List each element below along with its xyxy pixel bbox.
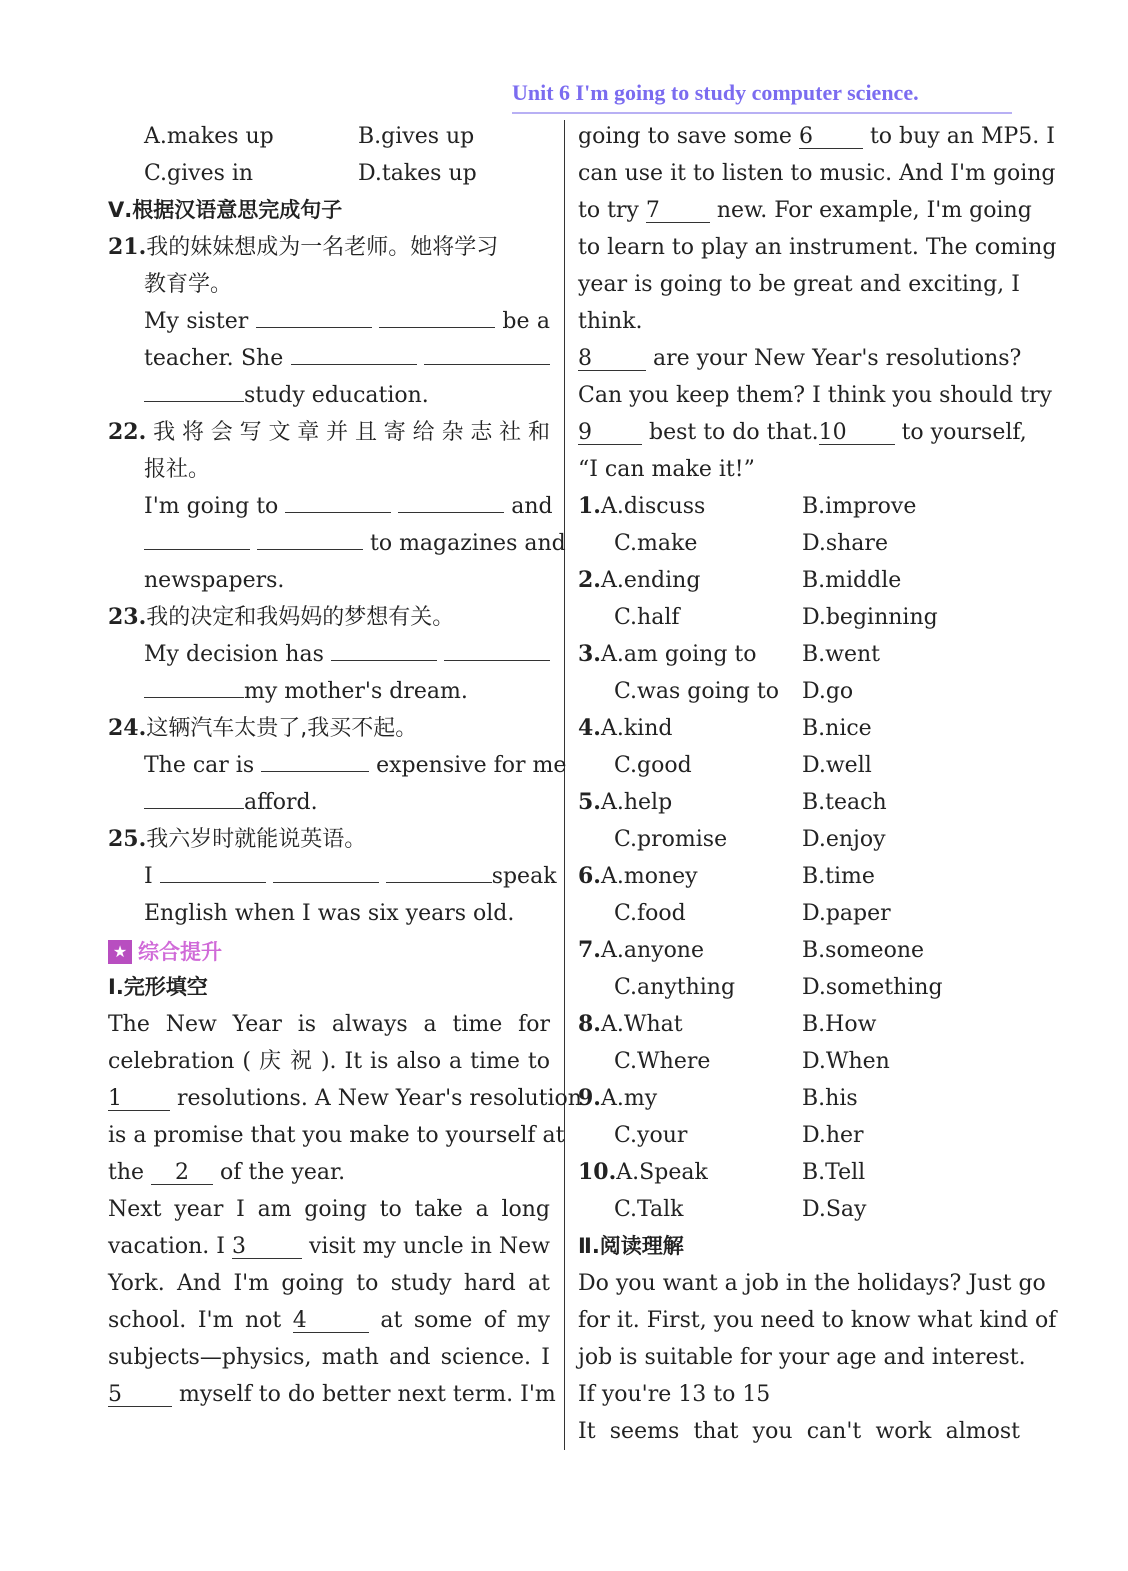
text-line <box>578 377 1052 414</box>
line-text: vacation. I <box>108 1234 232 1259</box>
section-heading <box>578 1228 1020 1265</box>
option-b: B.teach <box>802 790 887 815</box>
answer-options <box>578 673 1020 710</box>
question-prompt <box>108 414 550 451</box>
question-number: 23. <box>108 604 147 630</box>
line-text: and <box>504 494 553 519</box>
answer-options <box>578 969 1020 1006</box>
question-text: 我的决定和我妈妈的梦想有关。 <box>146 605 455 630</box>
option-b: D.takes up <box>358 161 477 186</box>
option-b: D.When <box>802 1049 890 1074</box>
answer-options <box>108 155 550 192</box>
option-a: A.ending <box>600 568 701 593</box>
line-text: visit my uncle in New <box>301 1234 550 1259</box>
question-text: 这辆汽车太贵了,我买不起。 <box>146 716 418 741</box>
question-number: 5. <box>578 789 601 815</box>
answer-options <box>578 636 1020 673</box>
line-text: to learn to play an instrument. The coming <box>578 235 1057 260</box>
answer-blank <box>424 340 550 365</box>
question-number: 7. <box>578 937 601 963</box>
option-a: C.promise <box>614 827 728 852</box>
option-a: C.your <box>614 1123 688 1148</box>
line-text: going to save some <box>578 124 799 149</box>
line-text <box>391 494 398 519</box>
answer-blank: 6 <box>799 124 863 149</box>
question-prompt <box>108 710 550 747</box>
line-text: The car is <box>144 753 262 778</box>
badge <box>108 934 222 971</box>
text-line <box>578 1339 1026 1376</box>
line-text: can use it to listen to music. And I'm going <box>578 161 1056 186</box>
answer-blank <box>444 636 550 661</box>
line-text <box>372 309 379 334</box>
text-line <box>108 1191 550 1228</box>
question-text: 我将会写文章并且寄给杂志社和 <box>146 420 550 445</box>
option-a: A.What <box>600 1012 683 1037</box>
answer-blank: 3 <box>232 1234 302 1259</box>
text-line <box>108 1339 550 1376</box>
question-number: 24. <box>108 715 147 741</box>
line-text: best to do that. <box>642 420 819 445</box>
fill-line <box>108 1154 550 1191</box>
answer-blank <box>144 784 244 809</box>
answer-blank: 5 <box>108 1382 172 1407</box>
fill-line <box>578 118 1055 155</box>
answer-options <box>578 1080 1020 1117</box>
line-text: school. I'm not <box>108 1308 293 1333</box>
fill-line <box>108 1228 550 1265</box>
answer-blank: 1 <box>108 1086 170 1111</box>
answer-options <box>108 118 550 155</box>
line-text: speak <box>491 864 557 889</box>
question-number: 22. <box>108 419 147 445</box>
line-text: York. And I'm going to study hard at <box>108 1271 550 1296</box>
fill-line <box>108 784 550 821</box>
question-number: 2. <box>578 567 601 593</box>
section-title: Ⅱ.阅读理解 <box>578 1234 684 1258</box>
answer-blank: 9 <box>578 420 642 445</box>
line-text: I'm going to <box>144 494 286 519</box>
answer-options <box>578 1043 1020 1080</box>
question-prompt <box>108 599 550 636</box>
line-text: It seems that you can't work almost <box>578 1419 1020 1444</box>
text-line <box>108 1265 550 1302</box>
option-b: D.share <box>802 531 888 556</box>
text-line <box>108 451 550 488</box>
answer-blank <box>386 858 492 883</box>
text-line <box>578 1302 1057 1339</box>
fill-line <box>108 377 550 414</box>
fill-line <box>578 192 1032 229</box>
option-b: D.her <box>802 1123 864 1148</box>
answer-blank <box>273 858 379 883</box>
text-line <box>108 895 550 932</box>
option-b: B.time <box>802 864 875 889</box>
text-line <box>578 303 1020 340</box>
option-a: C.half <box>614 605 680 630</box>
section-title: Ⅰ.完形填空 <box>108 975 208 999</box>
question-prompt <box>108 821 550 858</box>
option-a: C.Where <box>614 1049 711 1074</box>
page-header: Unit 6 I'm going to study computer science. <box>512 80 1012 114</box>
question-number: 25. <box>108 826 147 852</box>
option-a: A.makes up <box>144 124 274 149</box>
option-a: A.discuss <box>600 494 706 519</box>
text-line <box>578 1413 1020 1450</box>
line-text: be a <box>495 309 551 334</box>
answer-options <box>578 525 1020 562</box>
text-line <box>108 1117 565 1154</box>
answer-blank <box>285 488 391 513</box>
section-badge <box>108 932 550 969</box>
right-column <box>578 118 1057 1450</box>
fill-line <box>108 858 557 895</box>
answer-blank: 2 <box>151 1160 213 1185</box>
question-number: 1. <box>578 493 601 519</box>
section-heading <box>108 192 550 229</box>
text-line <box>108 1043 550 1080</box>
option-a: C.was going to <box>614 679 779 704</box>
answer-blank <box>160 858 266 883</box>
line-text: for it. First, you need to know what kind of <box>578 1308 1057 1333</box>
option-a: C.gives in <box>144 161 254 186</box>
answer-blank <box>144 377 244 402</box>
column-divider <box>564 120 565 1450</box>
option-b: B.How <box>802 1012 877 1037</box>
question-text: 我六岁时就能说英语。 <box>146 827 367 852</box>
line-text: myself to do better next term. I'm <box>172 1382 556 1407</box>
line-text: My decision has <box>144 642 331 667</box>
line-text: is a promise that you make to yourself at <box>108 1123 565 1148</box>
answer-blank <box>398 488 504 513</box>
line-text: celebration ( 庆 祝 ). It is also a time to <box>108 1049 550 1074</box>
fill-line <box>108 1302 550 1339</box>
line-text: job is suitable for your age and interest. <box>578 1345 1026 1370</box>
answer-options <box>578 821 1020 858</box>
answer-blank: 8 <box>578 346 646 371</box>
question-number: 8. <box>578 1011 601 1037</box>
option-a: A.anyone <box>600 938 704 963</box>
line-text: expensive for me <box>369 753 567 778</box>
star-icon: ★ <box>108 940 132 964</box>
line-text: new. For example, I'm going <box>709 198 1032 223</box>
line-text: teacher. She <box>144 346 291 371</box>
line-text <box>266 864 273 889</box>
option-b: B.his <box>802 1086 858 1111</box>
option-a: C.make <box>614 531 698 556</box>
answer-blank <box>379 303 495 328</box>
line-text: of the year. <box>213 1160 346 1185</box>
fill-line <box>108 303 550 340</box>
line-text: Next year I am going to take a long <box>108 1197 550 1222</box>
question-text: 我的妹妹想成为一名老师。她将学习 <box>146 235 499 260</box>
question-number: 10. <box>578 1159 617 1185</box>
answer-options <box>578 562 1020 599</box>
option-b: D.well <box>802 753 872 778</box>
fill-line <box>108 1080 582 1117</box>
question-prompt <box>108 229 550 266</box>
line-text <box>417 346 424 371</box>
answer-options <box>578 1191 1020 1228</box>
answer-options <box>578 858 1020 895</box>
answer-options <box>578 1006 1020 1043</box>
answer-options <box>578 599 1020 636</box>
option-a: A.kind <box>600 716 673 741</box>
answer-options <box>578 1154 1020 1191</box>
line-text <box>437 642 444 667</box>
answer-options <box>578 710 1020 747</box>
option-a: C.anything <box>614 975 736 1000</box>
option-a: A.am going to <box>600 642 757 667</box>
line-text: I <box>144 864 160 889</box>
line-text <box>250 531 257 556</box>
text-line <box>108 1006 550 1043</box>
question-number: 3. <box>578 641 601 667</box>
option-b: D.Say <box>802 1197 867 1222</box>
line-text: study education. <box>244 383 429 408</box>
option-b: B.nice <box>802 716 872 741</box>
question-number: 6. <box>578 863 601 889</box>
fill-line <box>578 414 1027 451</box>
answer-blank <box>331 636 437 661</box>
fill-line <box>108 525 566 562</box>
left-column <box>108 118 582 1413</box>
text-line <box>578 229 1057 266</box>
line-text: to buy an MP5. I <box>862 124 1055 149</box>
line-text: to yourself, <box>894 420 1027 445</box>
fill-line <box>108 747 567 784</box>
line-text: 报社。 <box>144 457 211 482</box>
text-line <box>578 1265 1046 1302</box>
answer-blank <box>256 303 372 328</box>
option-b: B.went <box>802 642 881 667</box>
line-text: at some of my <box>368 1308 550 1333</box>
fill-line <box>108 1376 556 1413</box>
fill-line <box>578 340 1020 377</box>
option-a: C.Talk <box>614 1197 684 1222</box>
text-line <box>578 1376 1020 1413</box>
line-text: 教育学。 <box>144 272 233 297</box>
answer-blank <box>144 525 250 550</box>
answer-options <box>578 895 1020 932</box>
question-number: 21. <box>108 234 147 260</box>
line-text: to magazines and <box>363 531 566 556</box>
answer-blank <box>257 525 363 550</box>
line-text: Do you want a job in the holidays? Just go <box>578 1271 1046 1296</box>
text-line <box>578 451 1020 488</box>
option-a: A.my <box>600 1086 658 1111</box>
answer-options <box>578 1117 1020 1154</box>
option-a: C.food <box>614 901 686 926</box>
answer-blank <box>261 747 369 772</box>
option-b: B.Tell <box>802 1160 866 1185</box>
answer-options <box>578 747 1020 784</box>
option-b: D.beginning <box>802 605 938 630</box>
option-b: B.gives up <box>358 124 475 149</box>
option-b: B.middle <box>802 568 902 593</box>
answer-blank <box>144 673 244 698</box>
text-line <box>108 562 550 599</box>
question-number: 9. <box>578 1085 601 1111</box>
fill-line <box>108 340 550 377</box>
line-text: year is going to be great and exciting, I <box>578 272 1020 297</box>
option-a: A.money <box>600 864 698 889</box>
line-text: are your New Year's resolutions? <box>646 346 1022 371</box>
line-text: Can you keep them? I think you should try <box>578 383 1052 408</box>
text-line <box>578 266 1020 303</box>
badge-label: 综合提升 <box>138 939 222 964</box>
option-b: B.someone <box>802 938 925 963</box>
answer-blank: 4 <box>293 1308 369 1333</box>
fill-line <box>108 673 550 710</box>
option-b: D.something <box>802 975 943 1000</box>
option-a: C.good <box>614 753 692 778</box>
line-text: The New Year is always a time for <box>108 1012 550 1037</box>
line-text: newspapers. <box>144 568 285 593</box>
line-text: My sister <box>144 309 256 334</box>
line-text: resolutions. A New Year's resolution <box>170 1086 582 1111</box>
line-text: English when I was six years old. <box>144 901 515 926</box>
line-text: the <box>108 1160 152 1185</box>
option-a: A.Speak <box>616 1160 708 1185</box>
answer-options <box>578 488 1020 525</box>
option-a: A.help <box>600 790 673 815</box>
option-b: D.go <box>802 679 854 704</box>
question-number: 4. <box>578 715 601 741</box>
text-line <box>108 266 550 303</box>
option-b: D.enjoy <box>802 827 886 852</box>
answer-blank: 7 <box>646 198 710 223</box>
answer-options <box>578 932 1020 969</box>
line-text: afford. <box>244 790 318 815</box>
line-text: subjects—physics, math and science. I <box>108 1345 550 1370</box>
section-heading <box>108 969 550 1006</box>
fill-line <box>108 636 550 673</box>
line-text: think. <box>578 309 643 334</box>
answer-blank <box>291 340 417 365</box>
option-b: B.improve <box>802 494 917 519</box>
line-text: If you're 13 to 15 <box>578 1382 771 1407</box>
answer-options <box>578 784 1020 821</box>
fill-line <box>108 488 553 525</box>
text-line <box>578 155 1056 192</box>
line-text <box>379 864 386 889</box>
section-title: Ⅴ.根据汉语意思完成句子 <box>108 198 343 222</box>
line-text: to try <box>578 198 646 223</box>
line-text: my mother's dream. <box>244 679 468 704</box>
option-b: D.paper <box>802 901 891 926</box>
answer-blank: 10 <box>819 420 895 445</box>
line-text: “I can make it!” <box>578 457 755 482</box>
